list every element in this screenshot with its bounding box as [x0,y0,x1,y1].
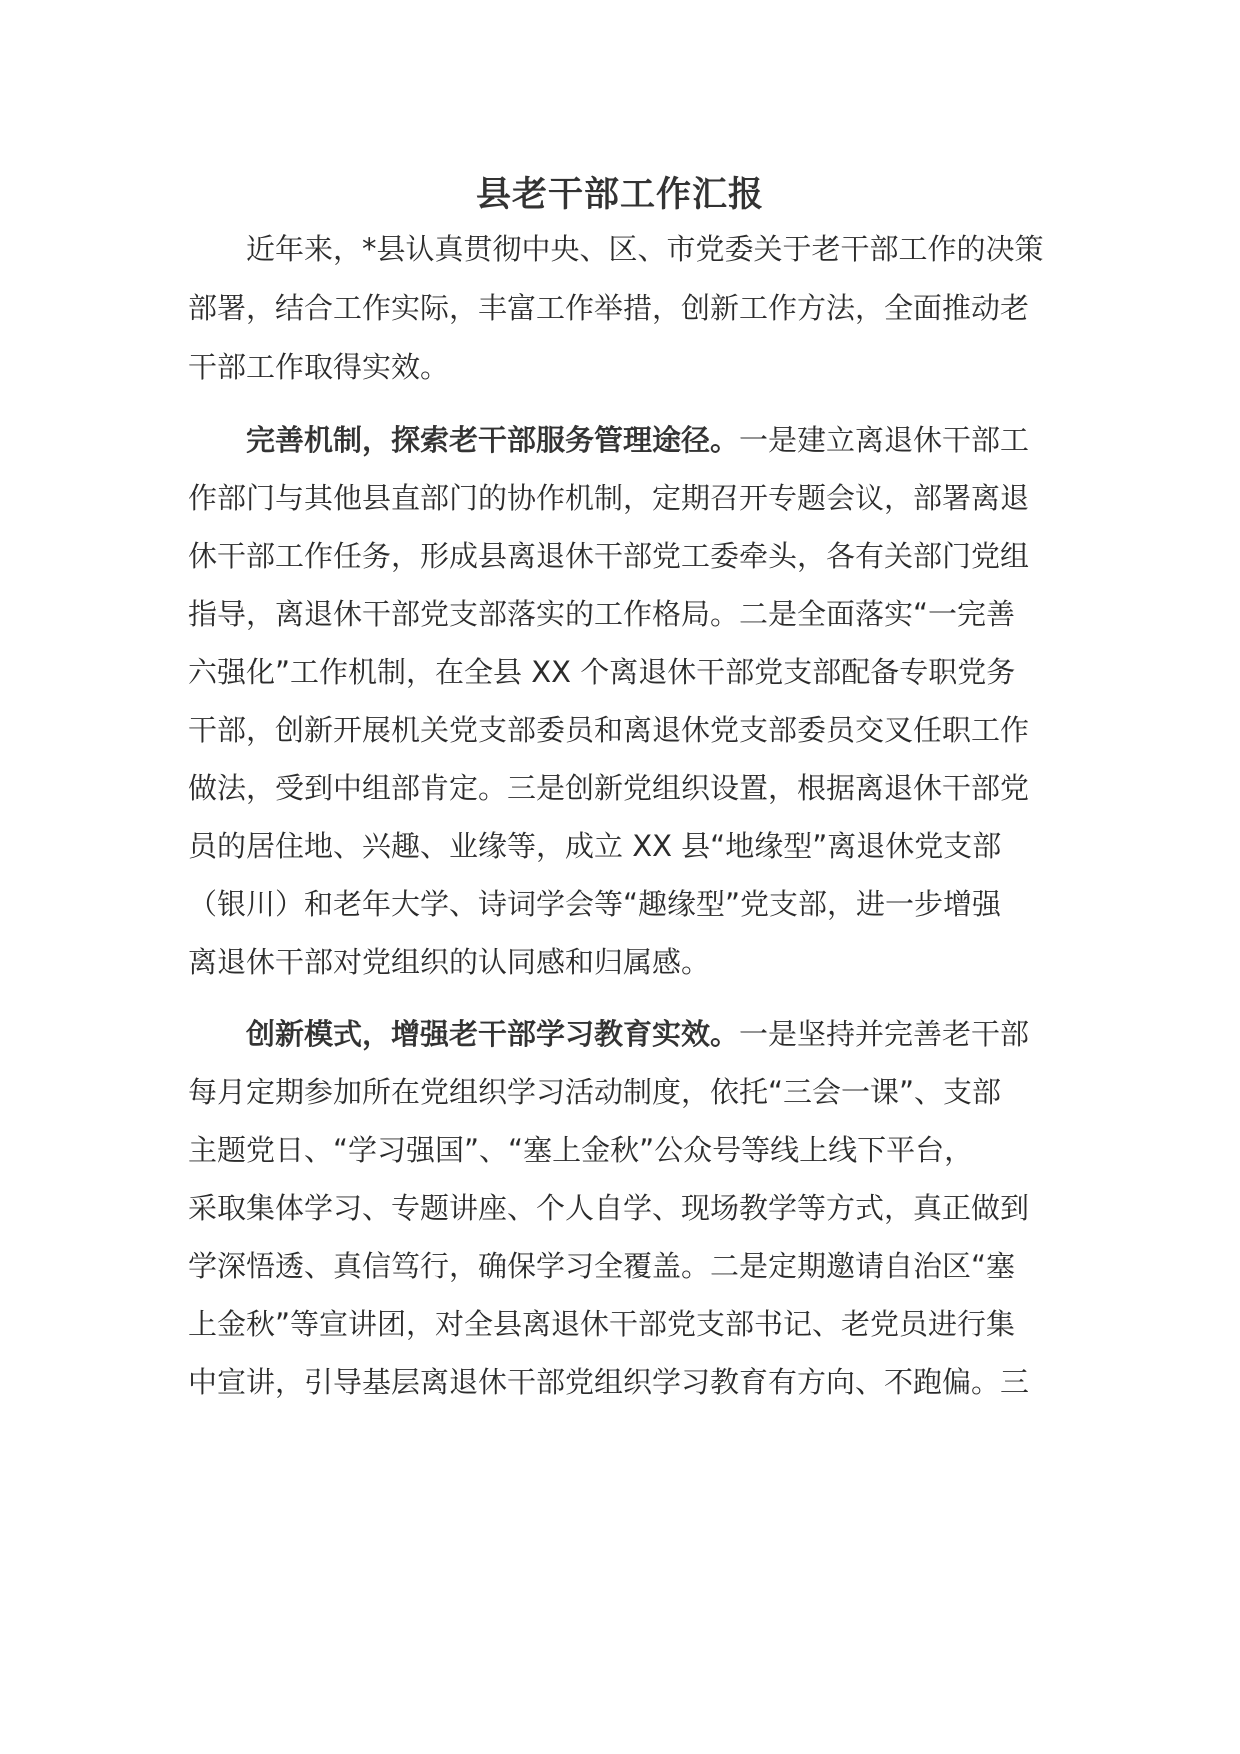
section-2-lead-text: 一是坚持并完善老干部 [739,1017,1030,1051]
paragraph-line: 中宣讲，引导基层离退休干部党组织学习教育有方向、不跑偏。三 [188,1365,1030,1399]
paragraph-line: 指导，离退休干部党支部落实的工作格局。二是全面落实“一完善 [188,597,1016,631]
section-1-heading: 完善机制，探索老干部服务管理途径。 [188,423,740,457]
paragraph-line: （银川）和老年大学、诗词学会等“趣缘型”党支部，进一步增强 [188,887,1002,921]
paragraph-line: 每月定期参加所在党组织学习活动制度，依托“三会一课”、支部 [188,1075,1002,1109]
paragraph-line: 采取集体学习、专题讲座、个人自学、现场教学等方式，真正做到 [188,1191,1030,1225]
section-1-lead-text: 一是建立离退休干部工 [739,423,1030,457]
section-2-first-line [188,1014,1029,1054]
paragraph-line: 休干部工作任务，形成县离退休干部党工委牵头，各有关部门党组 [188,539,1030,573]
paragraph-line: 员的居住地、兴趣、业缘等，成立 XX 县“地缘型”离退休党支部 [188,829,1002,863]
paragraph-line: 上金秋”等宣讲团，对全县离退休干部党支部书记、老党员进行集 [188,1307,1016,1341]
paragraph-line: 部署，结合工作实际，丰富工作举措，创新工作方法，全面推动老 [188,291,1030,325]
section-1-first-line [188,420,1029,460]
paragraph-line: 作部门与其他县直部门的协作机制，定期召开专题会议，部署离退 [188,481,1030,515]
paragraph-line: 主题党日、“学习强国”、“塞上金秋”公众号等线上线下平台， [188,1133,974,1167]
section-2-heading: 创新模式，增强老干部学习教育实效。 [188,1017,740,1051]
document-title: 县老干部工作汇报 [475,175,764,215]
paragraph-line: 干部，创新开展机关党支部委员和离退休党支部委员交叉任职工作 [188,713,1030,747]
paragraph-line: 学深悟透、真信笃行，确保学习全覆盖。二是定期邀请自治区“塞 [188,1249,1016,1283]
paragraph-line: 近年来，*县认真贯彻中央、区、市党委关于老干部工作的决策 [188,232,1044,266]
paragraph-line: 六强化”工作机制，在全县 XX 个离退休干部党支部配备专职党务 [188,655,1016,689]
paragraph-line: 离退休干部对党组织的认同感和归属感。 [188,945,711,979]
paragraph-line: 做法，受到中组部肯定。三是创新党组织设置，根据离退休干部党 [188,771,1030,805]
paragraph-line: 干部工作取得实效。 [188,350,450,384]
